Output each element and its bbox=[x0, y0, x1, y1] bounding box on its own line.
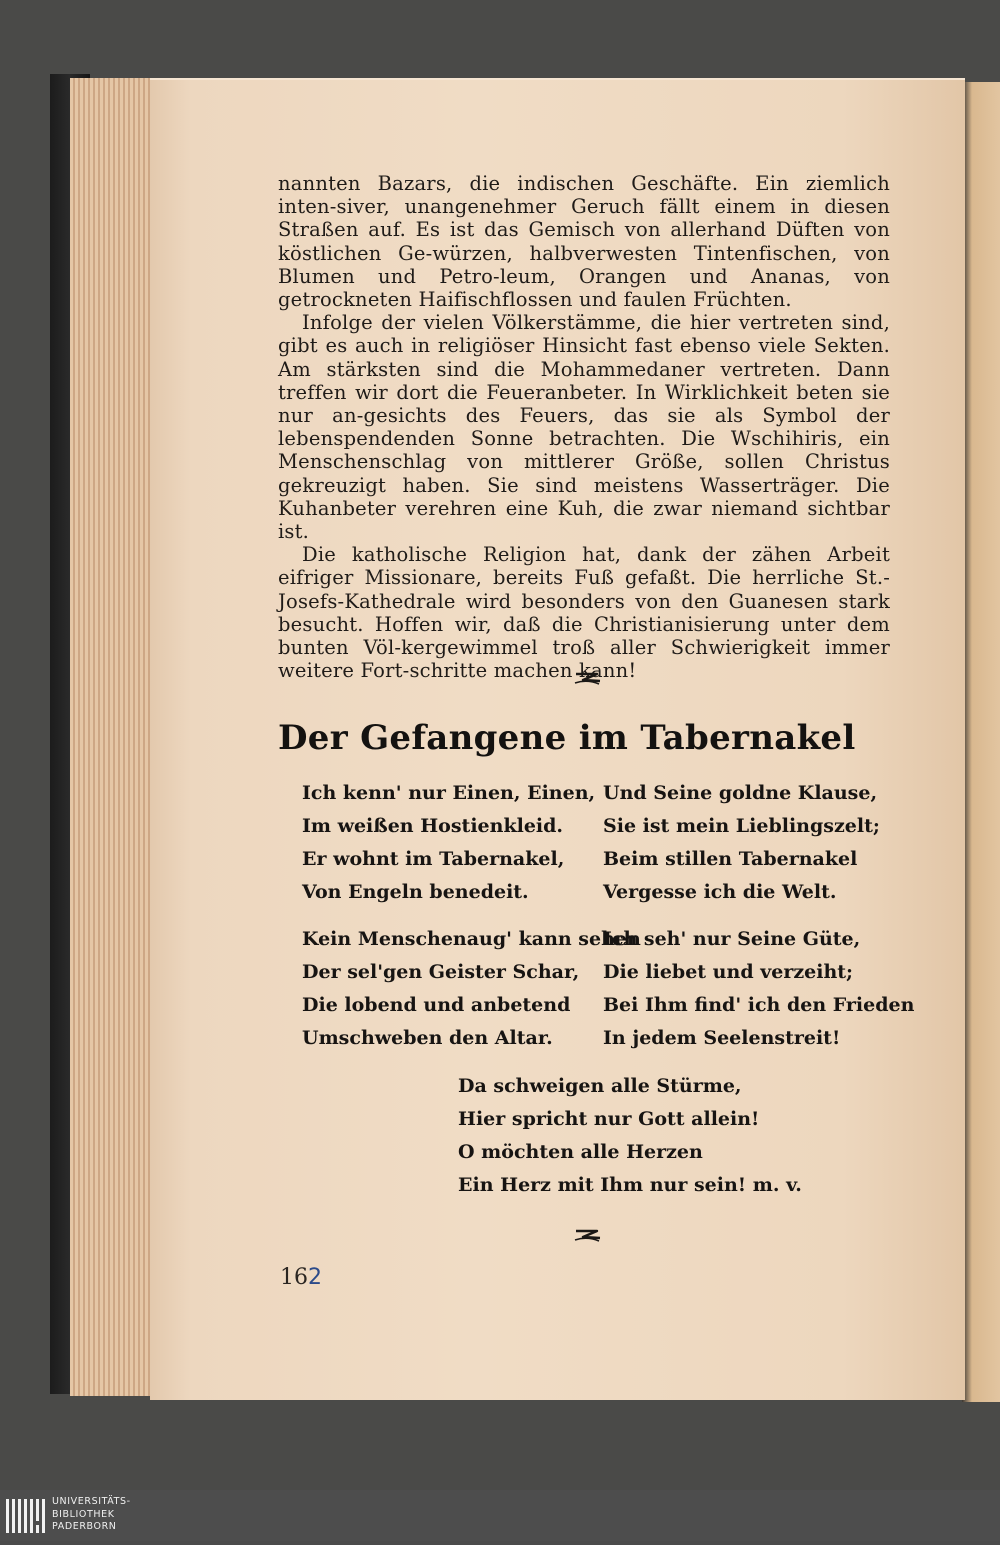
verse-line: Vergesse ich die Welt. bbox=[603, 881, 837, 903]
page-number-handwritten: 2 bbox=[308, 1265, 322, 1290]
ornament-divider-bottom bbox=[573, 1227, 603, 1243]
library-logo-icon bbox=[0, 1490, 50, 1541]
page-stack-edge bbox=[70, 78, 150, 1396]
paragraph-2: Infolge der vielen Völkerstämme, die hier vertreten sind, gibt es auch in religiöser Hinsicht fast ebenso viele Sekten. Am stärksten sind die Mohammedaner vertreten. Dann treffen wir dort die Feueranbeter. In Wirklichkeit beten sie nur an-gesichts des Feuers, das sie als Symbol der lebenspendenden Sonne betrachten. Die Wschihiris, ein Menschenschlag von mittlerer Größe, sollen Christus gekreuzigt haben. Sie sind meistens Wasserträger. Die Kuhanbeter verehren eine Kuh, die zwar niemand sichtbar ist. bbox=[278, 311, 890, 544]
verse-line: In jedem Seelenstreit! bbox=[603, 1027, 841, 1049]
flourish-icon bbox=[573, 1227, 603, 1243]
verse-line: Die lobend und anbetend bbox=[302, 994, 571, 1016]
library-footer bbox=[0, 1490, 1000, 1541]
verse-line: Ich kenn' nur Einen, Einen, bbox=[302, 782, 596, 804]
stanza-2-left bbox=[302, 923, 641, 1055]
verse-line: Bei Ihm find' ich den Frieden bbox=[603, 994, 915, 1016]
verse-line: Er wohnt im Tabernakel, bbox=[302, 848, 565, 870]
stanza-1-right bbox=[603, 777, 880, 909]
flourish-icon bbox=[573, 670, 603, 686]
library-name-line-1: UNIVERSITÄTS- bbox=[52, 1496, 131, 1507]
page-number bbox=[280, 1265, 322, 1290]
verse-line: Sie ist mein Lieblingszelt; bbox=[603, 815, 880, 837]
verse-line: Im weißen Hostienkleid. bbox=[302, 815, 564, 837]
paragraph-3: Die katholische Religion hat, dank der zähen Arbeit eifriger Missionare, bereits Fuß gefaßt. Die herrliche St.-Josefs-Kathedrale wird besonders von den Guanesen stark besucht. Hoffen wir, daß die Christianisierung unter dem bunten Völ-kergewimmel troß aller Schwierigkeit immer weitere Fort-schritte machen kann! bbox=[278, 543, 890, 683]
body-text bbox=[278, 172, 890, 682]
ornament-divider-top bbox=[573, 670, 603, 686]
verse-line: Hier spricht nur Gott allein! bbox=[458, 1108, 760, 1130]
stanza-2-right bbox=[603, 923, 914, 1055]
verse-line: O möchten alle Herzen bbox=[458, 1141, 703, 1163]
verse-line: Beim stillen Tabernakel bbox=[603, 848, 858, 870]
verse-line: Umschweben den Altar. bbox=[302, 1027, 553, 1049]
verse-line: Und Seine goldne Klause, bbox=[603, 782, 878, 804]
library-name-line-2: BIBLIOTHEK bbox=[52, 1508, 115, 1520]
poem-title: Der Gefangene im Tabernakel bbox=[278, 718, 856, 758]
stanza-1-left bbox=[302, 777, 595, 909]
verse-line: Der sel'gen Geister Schar, bbox=[302, 961, 580, 983]
verse-line: Ich seh' nur Seine Güte, bbox=[603, 928, 861, 950]
library-name bbox=[52, 1496, 131, 1534]
library-name-line-3: PADERBORN bbox=[52, 1521, 117, 1532]
paragraph-1: nannten Bazars, die indischen Geschäfte. Ein ziemlich inten-siver, unangenehmer Geruch fällt einem in diesen Straßen auf. Es ist das Gemisch von allerhand Düften von köstlichen Ge-würzen, halbverwesten Tintenfischen, von Blumen und Petro-leum, Orangen und Ananas, von getrockneten Haifischflossen und faulen Früchten. bbox=[278, 172, 890, 312]
verse-line: Von Engeln benedeit. bbox=[302, 881, 529, 903]
stanza-3 bbox=[458, 1070, 802, 1202]
verse-line: Die liebet und verzeiht; bbox=[603, 961, 854, 983]
verse-line: Kein Menschenaug' kann sehen bbox=[302, 928, 641, 950]
page-number-printed: 16 bbox=[280, 1265, 308, 1290]
verse-line: Ein Herz mit Ihm nur sein! m. v. bbox=[458, 1174, 802, 1196]
verse-line: Da schweigen alle Stürme, bbox=[458, 1075, 742, 1097]
facing-page-edge bbox=[962, 82, 1000, 1402]
